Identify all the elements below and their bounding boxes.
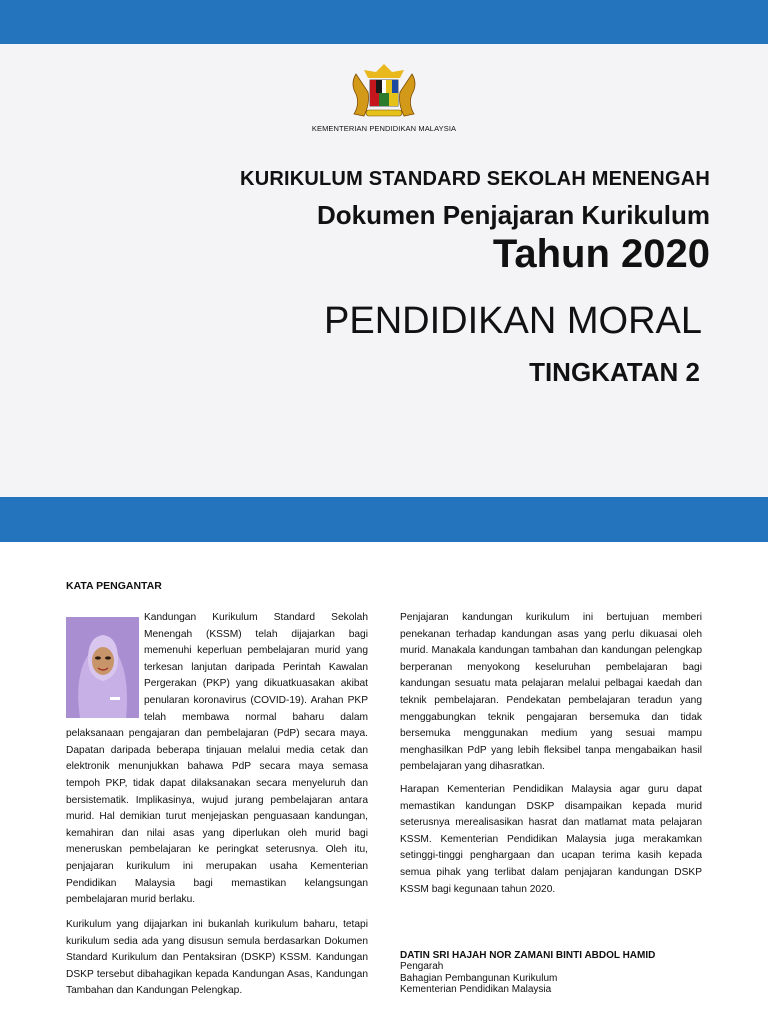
curriculum-title: KURIKULUM STANDARD SEKOLAH MENENGAH <box>240 168 710 190</box>
signatory-title: Pengarah <box>400 961 444 973</box>
form-level: TINGKATAN 2 <box>529 357 700 387</box>
foreword-paragraph-2: Kurikulum yang dijajarkan ini bukanlah kurikulum baharu, tetapi kurikulum sedia ada yang disusun semula berdasarkan Dokumen Standard Kurikulum dan Pentaksiran (DSKP) KSSM. Kandungan DSKP tersebut dibahagikan kepada Kandungan Asas, Kandungan Tambahan dan Kandungan Pelengkap. <box>66 919 368 997</box>
top-blue-band <box>0 0 768 44</box>
signature-block <box>400 950 730 996</box>
middle-blue-band <box>0 497 768 542</box>
foreword-paragraph-1: Kandungan Kurikulum Standard Sekolah Menengah (KSSM) telah dijajarkan bagi memenuhi keperluan pembelajaran murid yang terkesan lanjutan daripada Perintah Kawalan Pergerakan (PKP) yang dikuatkuasakan akibat penularan koronavirus (COVID-19). Arahan PKP telah membawa normal baharu dalam pelaksanaan pengajaran dan pembelajaran (PdP) secara maya. Dapatan daripada beberapa tinjauan melalui media cetak dan elektronik menunjukkan bahawa PdP secara maya semasa tempoh PKP, tidak dapat dilaksanakan secara menyeluruh dan bersistematik. Implikasinya, wujud jurang pembelajaran antara murid. Hal demikian turut menjejaskan penguasaan kandungan, kemahiran dan nilai asas yang diperlukan oleh murid bagi meneruskan pembelajaran ke peringkat seterusnya. Oleh itu, penjajaran kurikulum ini merupakan usaha Kementerian Pendidikan Malaysia bagi memastikan kelangsungan pembelajaran murid berlaku. <box>66 612 368 906</box>
foreword-paragraph-4: Harapan Kementerian Pendidikan Malaysia agar guru dapat memastikan kandungan DSKP disampaikan kepada murid seterusnya merealisasikan hasrat dan matlamat mata pelajaran KSSM. Kementerian Pendidikan Malaysia juga merakamkan setinggi-tinggi penghargaan dan ucapan terima kasih kepada semua pihak yang terlibat dalam penjajaran kandungan DSKP KSSM bagi kegunaan tahun 2020. <box>400 784 702 895</box>
document-title: Dokumen Penjajaran Kurikulum <box>317 200 710 230</box>
foreword-heading: KATA PENGANTAR <box>66 580 162 592</box>
coat-of-arms-icon <box>348 64 420 120</box>
signatory-division: Bahagian Pembangunan Kurikulum <box>400 972 558 984</box>
year-title: Tahun 2020 <box>492 232 710 276</box>
foreword-paragraph-3: Penjajaran kandungan kurikulum ini bertujuan memberi penekanan terhadap kandungan asas yang perlu dikuasai oleh murid. Manakala kandungan tambahan dan kandungan pelengkap berperanan menyokong keseluruhan pembelajaran bagi kandungan sesuatu mata pelajaran melalui pelbagai kaedah dan teknik pembelajaran. Pendekatan pembelajaran teradun yang menggabungkan teknik pengajaran bersemuka dan tidak bersemuka menggunakan medium yang sesuai mampu menghasilkan PdP yang lebih fleksibel tanpa mengabaikan hasil pembelajaran yang dihasratkan. <box>400 612 702 773</box>
signatory-name: DATIN SRI HAJAH NOR ZAMANI BINTI ABDOL HAMID <box>400 950 656 961</box>
ministry-label: KEMENTERIAN PENDIDIKAN MALAYSIA <box>311 124 457 133</box>
signatory-ministry: Kementerian Pendidikan Malaysia <box>400 984 552 996</box>
subject-title: PENDIDIKAN MORAL <box>324 300 702 342</box>
